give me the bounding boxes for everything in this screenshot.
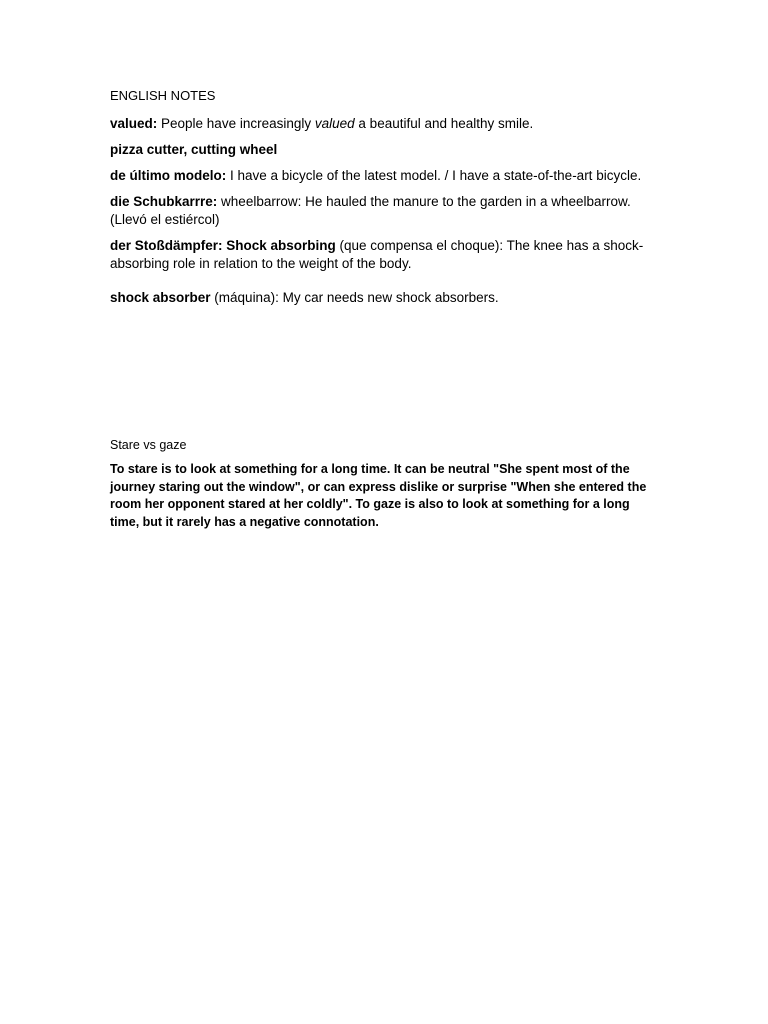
entry-schubkarre bbox=[110, 193, 662, 229]
entry-text: : My car needs new shock absorbers. bbox=[275, 290, 499, 305]
entry-term: valued: bbox=[110, 116, 158, 131]
entry-term: der Stoßdämpfer: Shock absorbing bbox=[110, 238, 336, 253]
entry-text: (que compensa el choque): The knee has a shock-absorbing role in relation to the weight of the body. bbox=[110, 238, 644, 271]
entry-text: a beautiful and healthy smile. bbox=[354, 116, 534, 131]
entry-term: pizza cutter, cutting wheel bbox=[110, 142, 278, 157]
entry-text: I have a bicycle of the latest model. / I have a state-of-the-art bicycle. bbox=[226, 168, 642, 183]
entry-shock-absorber bbox=[110, 289, 662, 307]
entry-text: (máquina) bbox=[210, 290, 276, 305]
entry-pizza-cutter bbox=[110, 141, 662, 159]
entry-ultimo-modelo bbox=[110, 167, 662, 185]
section-paragraph: To stare is to look at something for a long time. It can be neutral "She spent most of the journey staring out the window", or can express dislike or surprise "When she entered the room her opponent stared at her coldly". To gaze is also to look at something for a long time, but it rarely has a negative connotation. bbox=[110, 462, 647, 529]
entry-stossdaempfer bbox=[110, 237, 662, 273]
section-title: Stare vs gaze bbox=[110, 438, 187, 452]
entry-term: die Schubkarrre: bbox=[110, 194, 218, 209]
entry-valued bbox=[110, 115, 662, 133]
entry-emphasis: valued bbox=[314, 116, 355, 131]
entry-term: shock absorber bbox=[110, 290, 211, 305]
page-title: ENGLISH NOTES bbox=[110, 88, 216, 103]
entry-text: wheelbarrow: He hauled the manure to the garden in a wheelbarrow. (Llevó el estiércol) bbox=[110, 194, 631, 227]
entry-text: People have increasingly bbox=[157, 116, 315, 131]
notes-section bbox=[110, 87, 662, 315]
entry-term: de último modelo: bbox=[110, 168, 227, 183]
stare-vs-gaze-section bbox=[110, 438, 662, 531]
